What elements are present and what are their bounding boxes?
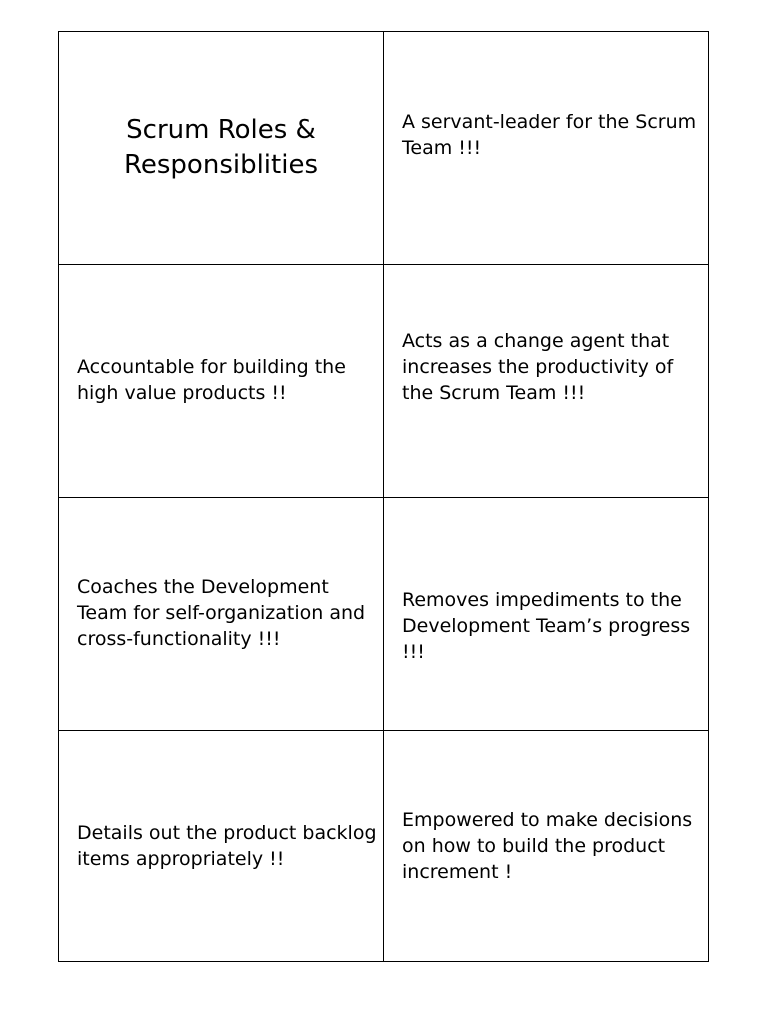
- card-5: [384, 498, 708, 731]
- card-7: [384, 731, 708, 961]
- card-text-1: A servant-leader for the Scrum Team !!!: [402, 111, 697, 159]
- card-2: [59, 265, 384, 498]
- title-card: [59, 32, 384, 265]
- card-3: [384, 265, 708, 498]
- card-4: [59, 498, 384, 731]
- card-6: [59, 731, 384, 961]
- card-text-5: Removes impediments to the Development Team’s progress !!!: [402, 589, 691, 663]
- card-text-7: Empowered to make decisions on how to build the product increment !: [402, 809, 693, 883]
- card-text-6: Details out the product backlog items appropriately !!: [77, 822, 377, 870]
- card-text-2: Accountable for building the high value products !!: [77, 356, 346, 404]
- page-title: Scrum Roles & Responsiblities: [123, 115, 318, 180]
- card-text-4: Coaches the Development Team for self-organization and cross-functionality !!!: [77, 576, 366, 650]
- card-1: [384, 32, 708, 265]
- card-text-3: Acts as a change agent that increases the productivity of the Scrum Team !!!: [402, 330, 674, 404]
- card-grid: [58, 31, 709, 962]
